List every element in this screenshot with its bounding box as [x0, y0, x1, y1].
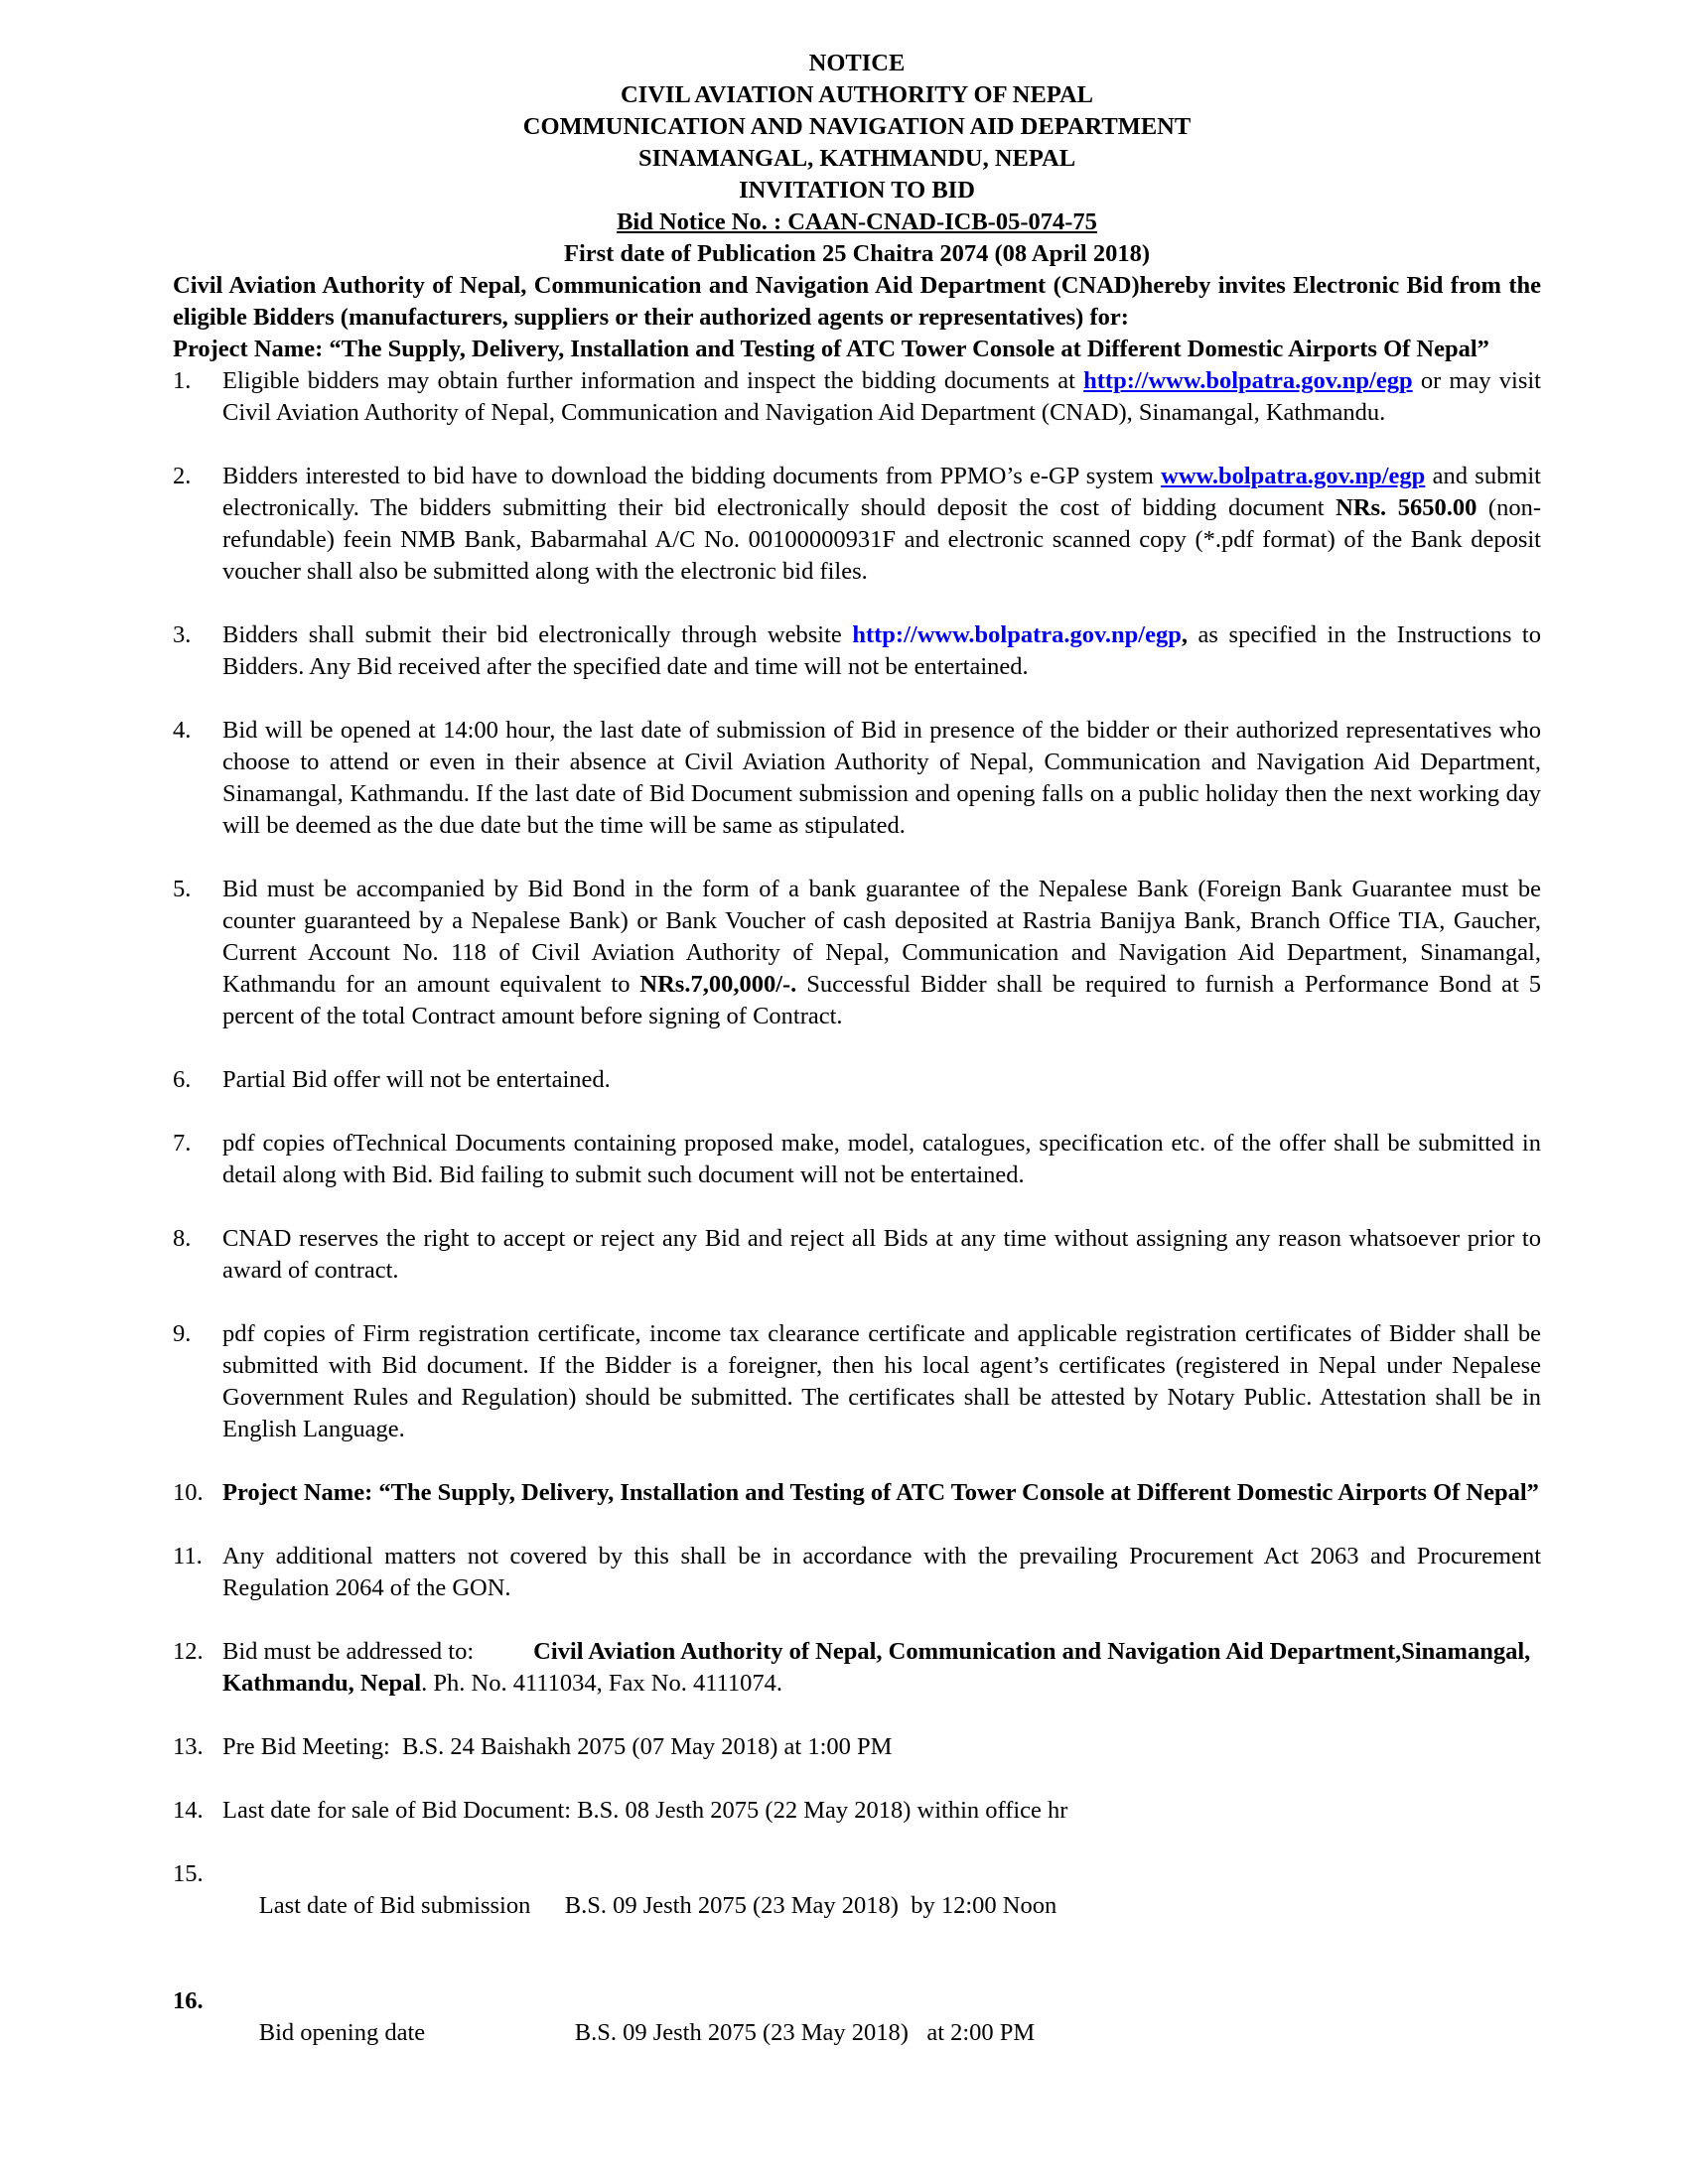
list-item — [173, 461, 1541, 588]
item-label: Bid must be addressed to: — [222, 1638, 475, 1665]
list-item — [173, 1223, 1541, 1287]
item-number: 16. — [173, 1987, 204, 2014]
item-text: and submit electronically. The bidders submitting their bid electronically should deposit the cost of bidding document — [222, 463, 1541, 521]
list-item — [173, 1128, 1541, 1191]
item-punctuation: , — [1181, 621, 1188, 648]
notice-label: NOTICE — [808, 50, 906, 76]
item-number: 3. — [173, 621, 192, 648]
list-item — [173, 1318, 1541, 1445]
item-number: 1. — [173, 367, 192, 394]
intro-paragraph — [173, 270, 1541, 365]
intro-project-name: Project Name: “The Supply, Delivery, Installation and Testing of ATC Tower Console at Different Domestic Airports Of Nepal” — [173, 336, 1489, 362]
list-item — [173, 1858, 1541, 1954]
item-text: Any additional matters not covered by this shall be in accordance with the prevailing Procurement Act 2063 and Procurement Regulation 2064 of the GON. — [222, 1543, 1541, 1601]
item-text: Bid must be accompanied by Bid Bond in the form of a bank guarantee of the Nepalese Bank (Foreign Bank Guarantee must be counter guaranteed by a Nepalese Bank) or Bank Voucher of cash deposited at Rastria Banijya Bank, Branch Office TIA, Gaucher, Current Account No. 118 of Civil Aviation Authority of Nepal, Communication and Navigation Aid Department, Sinamangal, Kathmandu for an amount equivalent to — [222, 876, 1541, 998]
list-item — [173, 874, 1541, 1032]
item-number: 7. — [173, 1130, 192, 1157]
item-number: 15. — [173, 1860, 204, 1887]
list-item — [173, 1541, 1541, 1604]
list-item — [173, 1985, 1541, 2081]
bid-opening-date: B.S. 09 Jesth 2075 (23 May 2018) at 2:00 PM — [574, 2019, 1036, 2046]
item-text: Bid will be opened at 14:00 hour, the last date of submission of Bid in presence of the bidder or their authorized representatives who choose to attend or even in their absence at Civil Aviation Authority of Nepal, Communication and Navigation Aid Department, Sinamangal, Kathmandu. If the last date of Bid Document submission and opening falls on a public holiday then the next working day will be deemed as the due date but the time will be same as stipulated. — [222, 717, 1541, 839]
publication-date: First date of Publication 25 Chaitra 2074 (08 April 2018) — [563, 240, 1150, 267]
list-item — [173, 1795, 1541, 1827]
document-title: INVITATION TO BID — [739, 177, 975, 204]
item-number: 6. — [173, 1066, 192, 1093]
project-name: Project Name: “The Supply, Delivery, Installation and Testing of ATC Tower Console at Different Domestic Airports Of Nepal” — [222, 1479, 1539, 1506]
item-number: 5. — [173, 876, 192, 902]
submission-deadline: B.S. 09 Jesth 2075 (23 May 2018) by 12:00 Noon — [564, 1892, 1057, 1919]
bid-bond-amount: NRs.7,00,000/-. — [639, 971, 797, 998]
list-item — [173, 1477, 1541, 1509]
contact-numbers: . Ph. No. 4111034, Fax No. 4111074. — [421, 1670, 783, 1697]
bolpatra-link[interactable]: http://www.bolpatra.gov.np/egp — [1083, 367, 1413, 394]
bolpatra-link[interactable]: http://www.bolpatra.gov.np/egp — [852, 621, 1182, 648]
item-number: 10. — [173, 1479, 204, 1506]
item-label: Last date of Bid submission — [258, 1892, 531, 1919]
bolpatra-link[interactable]: www.bolpatra.gov.np/egp — [1161, 463, 1426, 489]
item-text: Partial Bid offer will not be entertained. — [222, 1066, 611, 1093]
item-text: (non-refundable) feein NMB Bank, Babarmahal A/C No. 00100000931F and electronic scanned copy (*.pdf format) of the Bank deposit voucher shall also be submitted along with the electronic bid files. — [222, 494, 1541, 585]
bid-document-cost: NRs. 5650.00 — [1336, 494, 1477, 521]
item-number: 4. — [173, 717, 192, 744]
department-name: COMMUNICATION AND NAVIGATION AID DEPARTMENT — [522, 113, 1192, 140]
item-number: 11. — [173, 1543, 203, 1570]
item-text: Successful Bidder shall be required to furnish a Performance Bond at 5 percent of the total Contract amount before signing of Contract. — [222, 971, 1541, 1029]
item-text: as specified in the Instructions to Bidders. Any Bid received after the specified date and time will not be entertained. — [222, 621, 1541, 680]
item-number: 14. — [173, 1797, 204, 1824]
item-text: Bidders shall submit their bid electronically through website — [222, 621, 853, 648]
bid-notice-number: Bid Notice No. : CAAN-CNAD-ICB-05-074-75 — [617, 208, 1097, 235]
item-text: Bidders interested to bid have to download the bidding documents from PPMO’s e-GP system — [222, 463, 1162, 489]
bid-address: Civil Aviation Authority of Nepal, Communication and Navigation Aid Department,Sinamangal, Kathmandu, Nepal — [222, 1638, 1531, 1697]
item-text: Eligible bidders may obtain further information and inspect the bidding documents at — [222, 367, 1084, 394]
item-number: 9. — [173, 1320, 192, 1347]
notice-header — [173, 48, 1541, 270]
item-text: pdf copies of Firm registration certificate, income tax clearance certificate and applicable registration certificates of Bidder shall be submitted with Bid document. If the Bidder is a foreigner, then his local agent’s certificates (registered in Nepal under Nepalese Government Rules and Regulation) should be submitted. The certificates shall be attested by Notary Public. Attestation shall be in English Language. — [222, 1320, 1541, 1442]
list-item — [173, 619, 1541, 683]
intro-text: Civil Aviation Authority of Nepal, Communication and Navigation Aid Department (CNAD)hereby invites Electronic Bid from the eligible Bidders (manufacturers, suppliers or their authorized agents or representatives) for: — [173, 272, 1541, 331]
list-item — [173, 1636, 1541, 1700]
last-sale-date: Last date for sale of Bid Document: B.S. 08 Jesth 2075 (22 May 2018) within office hr — [222, 1797, 1068, 1824]
list-item — [173, 1064, 1541, 1096]
item-number: 13. — [173, 1733, 204, 1760]
pre-bid-meeting: Pre Bid Meeting: B.S. 24 Baishakh 2075 (07 May 2018) at 1:00 PM — [222, 1733, 893, 1760]
item-number: 2. — [173, 463, 192, 489]
item-text: or may visit Civil Aviation Authority of Nepal, Communication and Navigation Aid Department (CNAD), Sinamangal, Kathmandu. — [222, 367, 1541, 426]
item-number: 8. — [173, 1225, 192, 1252]
list-item — [173, 715, 1541, 842]
item-label: Bid opening date — [258, 2019, 426, 2046]
organization-name: CIVIL AVIATION AUTHORITY OF NEPAL — [620, 81, 1094, 108]
item-number: 12. — [173, 1638, 204, 1665]
list-item — [173, 365, 1541, 429]
list-item — [173, 1731, 1541, 1763]
address: SINAMANGAL, KATHMANDU, NEPAL — [637, 145, 1076, 172]
item-text: CNAD reserves the right to accept or reject any Bid and reject all Bids at any time without assigning any reason whatsoever prior to award of contract. — [222, 1225, 1541, 1284]
bid-notice-document — [173, 48, 1541, 2081]
item-text: pdf copies ofTechnical Documents containing proposed make, model, catalogues, specification etc. of the offer shall be submitted in detail along with Bid. Bid failing to submit such document will not be entertained. — [222, 1130, 1541, 1188]
